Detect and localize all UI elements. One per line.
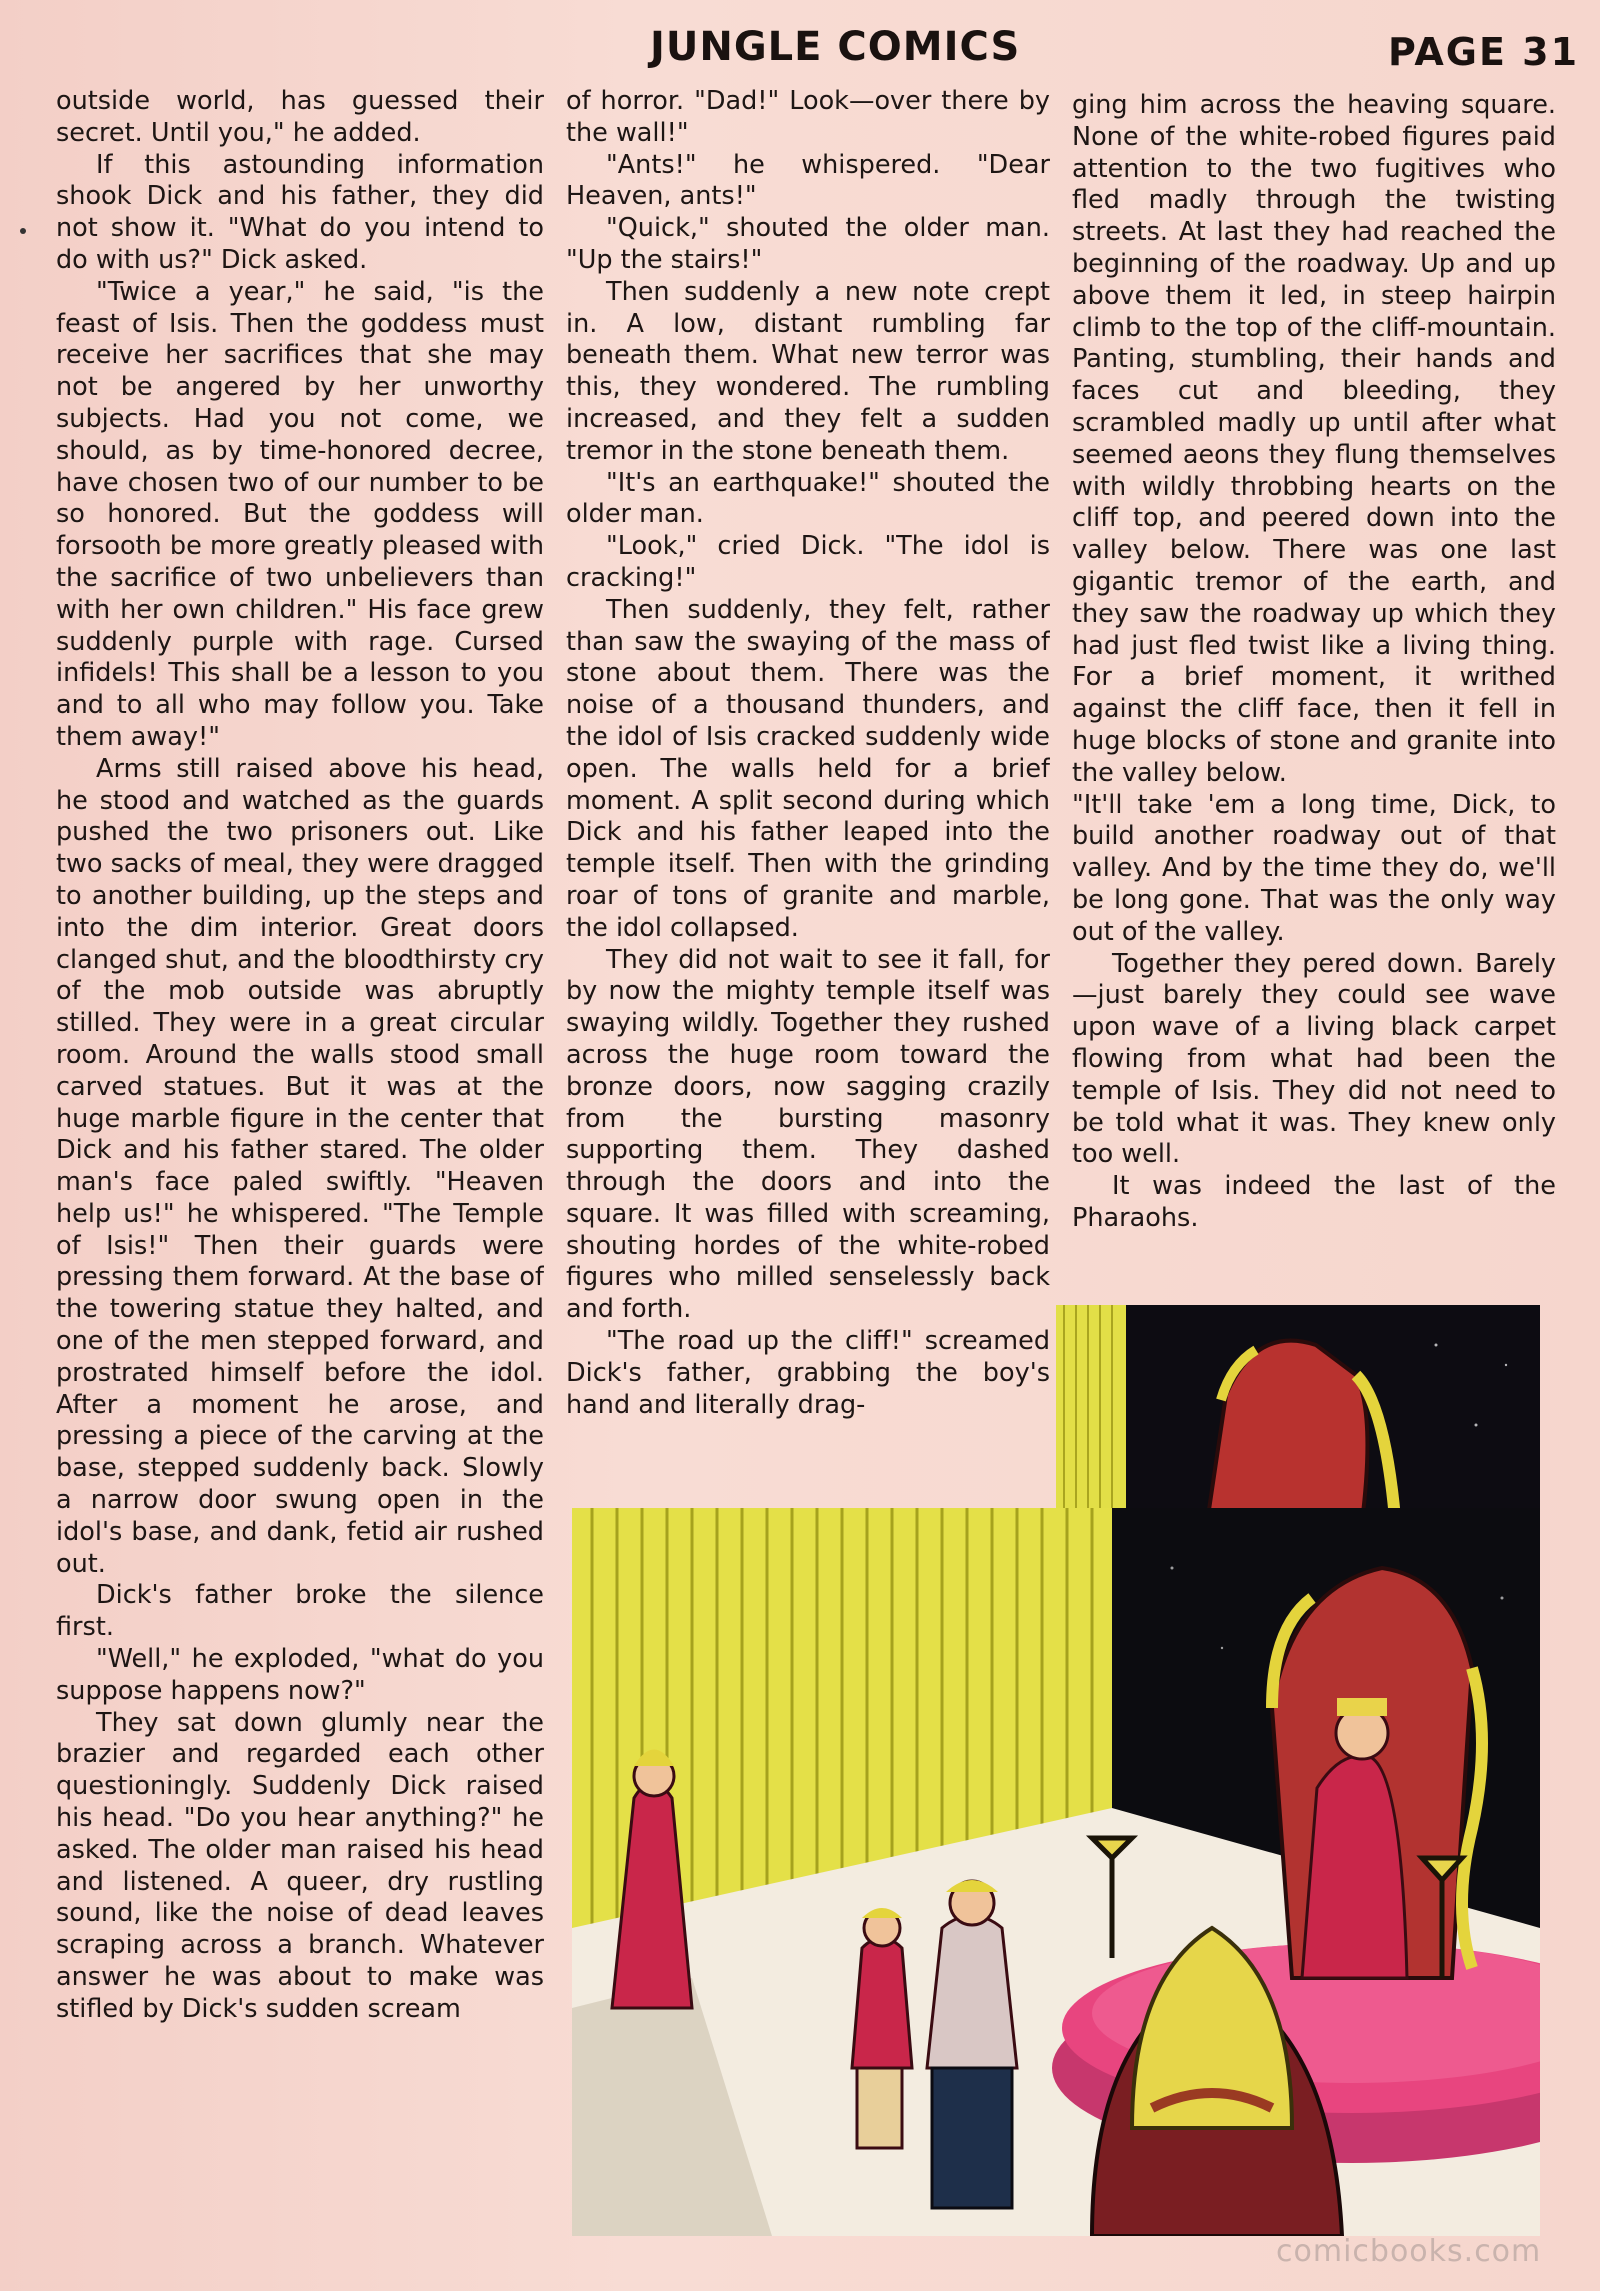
paragraph: of horror. "Dad!" Look—over there by the wall!" — [566, 86, 1050, 148]
paragraph: "Look," cried Dick. "The idol is cracking!" — [566, 531, 1050, 593]
paragraph: They did not wait to see it fall, for by now the mighty temple itself was swaying wildly. Together they rushed across the huge room toward the bronze doors, now sagging crazily from the bursting masonry supporting them. They dashed through the doors and into the square. It was filled with screaming, shouting hordes of the white-robed figures who milled senselessly back and forth. — [566, 944, 1050, 1325]
paragraph: "Twice a year," he said, "is the feast of Isis. Then the goddess must receive her sacrifices that she may not be angered by her unworthy subjects. Had you not come, we should, as by time-honored decree, have chosen two of our number to be so honored. But the goddess will forsooth be more greatly pleased with the sacrifice of two unbelievers than with her own children." His face grew suddenly purple with rage. Cursed infidels! This shall be a lesson to you and to all who may follow you. Take them away!" — [56, 276, 544, 752]
paragraph: "The road up the cliff!" screamed Dick's father, grabbing the boy's hand and literally drag- — [566, 1326, 1050, 1420]
text-column-3 — [1072, 90, 1556, 1310]
paragraph: "It's an earthquake!" shouted the older man. — [566, 467, 1050, 530]
paragraph: Arms still raised above his head, he stood and watched as the guards pushed the two prisoners out. Like two sacks of meal, they were dragged to another building, up the steps and into the dim interior. Great doors clanged shut, and the bloodthirsty cry of the mob outside was abruptly stilled. They were in a great circular room. Around the walls stood small carved statues. But it was at the huge marble figure in the center that Dick and his father stared. The older man's face paled swiftly. "Heaven help us!" he whispered. "The Temple of Isis!" Then their guards were pressing them forward. At the base of the towering statue they halted, and one of the men stepped forward, and prostrated himself before the idol. After a moment he arose, and pressing a piece of the carving at the base, stepped suddenly back. Slowly a narrow door swung open in the idol's base, and dank, fetid air rushed out. — [56, 753, 544, 1579]
paragraph: Then suddenly a new note crept in. A low, distant rumbling far beneath them. What new terror was this, they wondered. The rumbling increased, and they felt a sudden tremor in the stone beneath them. — [566, 276, 1050, 466]
illustration-panel-top — [1056, 1305, 1540, 1530]
temple-of-isis-art — [572, 1508, 1540, 2236]
text-column-2 — [566, 86, 1050, 1506]
paragraph: They sat down glumly near the brazier and regarded each other questioningly. Suddenly Dick raised his head. "Do you hear anything?" he asked. The older man raised his head and listened. A queer, dry rustling sound, like the noise of dead leaves scraping across a branch. Whatever answer he was about to make was stifled by Dick's sudden scream — [56, 1707, 544, 2024]
illustration-panel-main — [572, 1508, 1540, 2236]
paragraph: "It'll take 'em a long time, Dick, to build another roadway out of that valley. And by the time they do, we'll be long gone. That was the only way out of the valley. — [1072, 789, 1556, 947]
watermark: comicbooks.com — [1276, 2234, 1542, 2269]
paragraph: ging him across the heaving square. None of the white-robed figures paid attention to the two fugitives who fled madly through the twisting streets. At last they had reached the beginning of the roadway. Up and up above them it led, in steep hairpin climb to the top of the cliff-mountain. Panting, stumbling, their hands and faces cut and bleeding, they scrambled madly up until after what seemed aeons they flung themselves with wildly throbbing hearts on the cliff top, and peered down into the valley below. There was one last gigantic tremor of the earth, and they saw the roadway up which they had just fled twist like a living thing. For a brief moment, it writhed against the cliff face, then it fell in huge blocks of stone and granite into the valley below. — [1072, 90, 1556, 788]
paragraph: "Ants!" he whispered. "Dear Heaven, ants!" — [566, 149, 1050, 212]
paragraph: Then suddenly, they felt, rather than saw the swaying of the mass of stone about them. There was the noise of a thousand thunders, and the idol of Isis cracked suddenly wide open. The walls held for a brief moment. A split second during which Dick and his father leaped into the temple itself. Then with the grinding roar of tons of granite and marble, the idol collapsed. — [566, 594, 1050, 943]
magazine-title: JUNGLE COMICS — [650, 24, 1021, 70]
print-speck — [20, 228, 26, 234]
paragraph: Together they pered down. Barely—just barely they could see wave upon wave of a living black carpet flowing from what had been the temple of Isis. They did not need to be told what it was. They knew only too well. — [1072, 948, 1556, 1170]
paragraph: If this astounding information shook Dick and his father, they did not show it. "What do you intend to do with us?" Dick asked. — [56, 149, 544, 275]
paragraph: Dick's father broke the silence first. — [56, 1580, 544, 1643]
paragraph: outside world, has guessed their secret. Until you," he added. — [56, 86, 544, 148]
throne-top-art — [1056, 1305, 1540, 1530]
page-number: PAGE 31 — [1388, 30, 1580, 74]
paragraph: "Well," he exploded, "what do you suppose happens now?" — [56, 1644, 544, 1706]
text-column-1 — [56, 86, 544, 2236]
paragraph: "Quick," shouted the older man. "Up the stairs!" — [566, 213, 1050, 275]
paragraph: It was indeed the last of the Pharaohs. — [1072, 1171, 1556, 1233]
